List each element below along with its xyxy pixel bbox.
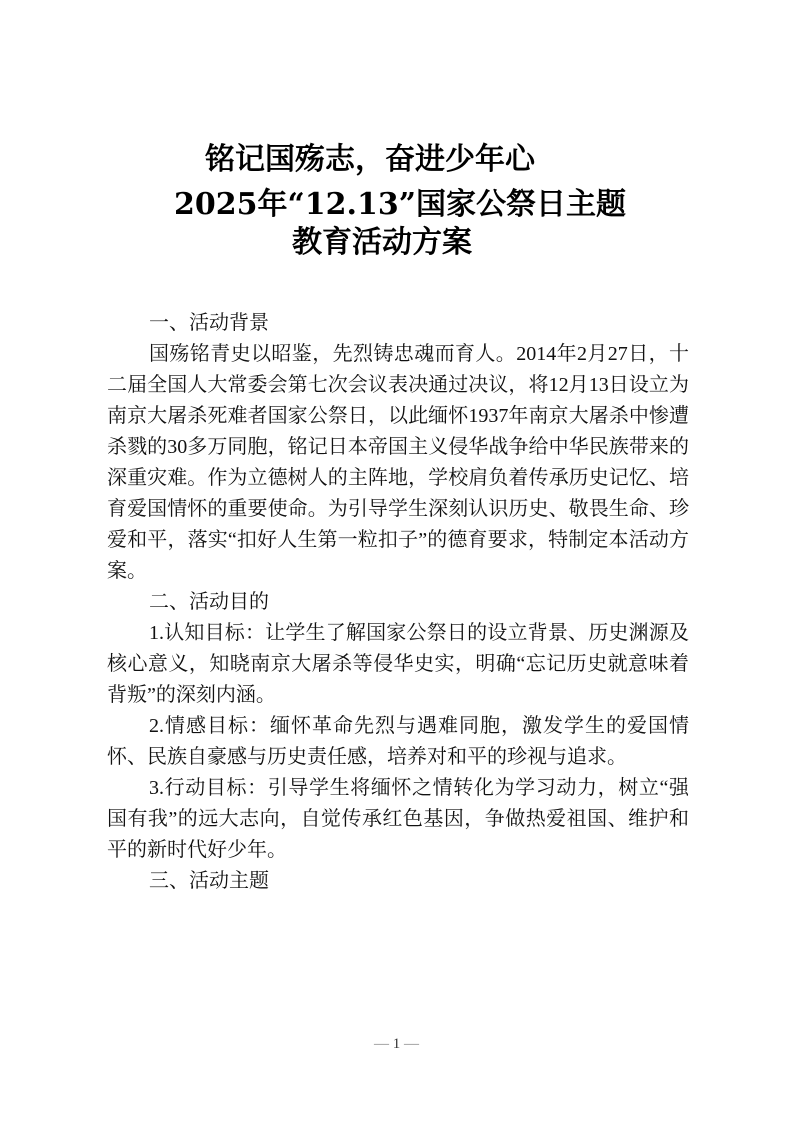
section-heading-purpose: 二、活动目的 — [149, 591, 269, 613]
title-line-3: 教育活动方案 — [292, 225, 472, 260]
paragraph-cognitive-goal: 1.认知目标：让学生了解国家公祭日的设立背景、历史渊源及核心意义，知晓南京大屠杀等侵华史实，明确“忘记历史就意味着背叛”的深刻内涵。 — [107, 622, 689, 706]
document-body — [107, 308, 689, 897]
title-line-2: 2025年“12.13”国家公祭日主题 — [174, 187, 626, 222]
section-heading-background: 一、活动背景 — [149, 312, 269, 334]
footer-dash-right: — — [404, 1036, 419, 1052]
page-number: 1 — [392, 1036, 401, 1052]
page-footer — [0, 1036, 793, 1053]
title-line-1: 铭记国殇志，奋进少年心 — [205, 142, 535, 177]
paragraph-background: 国殇铭青史以昭鉴，先烈铸忠魂而育人。2014年2月27日，十二届全国人大常委会第七次会议表决通过决议，将12月13日设立为南京大屠杀死难者国家公祭日，以此缅怀1937年南京大屠杀中惨遭杀戮的30多万同胞，铭记日本帝国主义侵华战争给中华民族带来的深重灾难。作为立德树人的主阵地，学校肩负着传承历史记忆、培育爱国情怀的重要使命。为引导学生深刻认识历史、敬畏生命、珍爱和平，落实“扣好人生第一粒扣子”的德育要求，特制定本活动方案。 — [107, 343, 689, 582]
footer-dash-left: — — [374, 1036, 389, 1052]
paragraph-action-goal: 3.行动目标：引导学生将缅怀之情转化为学习动力，树立“强国有我”的远大志向，自觉传承红色基因，争做热爱祖国、维护和平的新时代好少年。 — [107, 777, 689, 861]
paragraph-emotional-goal: 2.情感目标：缅怀革命先烈与遇难同胞，激发学生的爱国情怀、民族自豪感与历史责任感，培养对和平的珍视与追求。 — [107, 715, 689, 768]
section-heading-theme: 三、活动主题 — [149, 870, 269, 892]
